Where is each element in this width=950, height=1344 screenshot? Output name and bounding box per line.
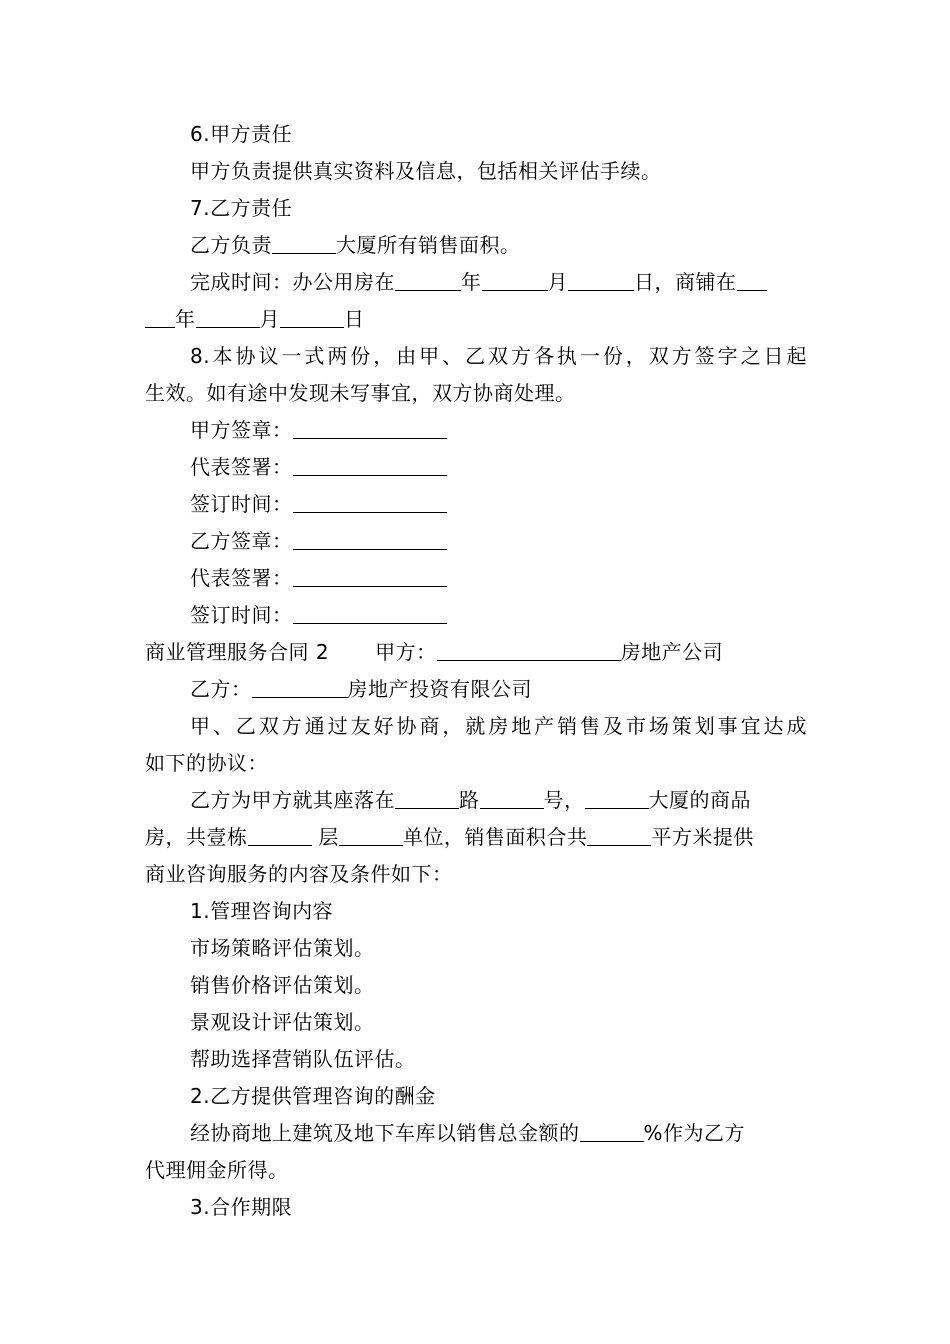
paragraph: 代理佣金所得。 [145, 1158, 289, 1182]
blank-line [585, 784, 649, 809]
blank-line [293, 599, 447, 624]
blank-line [293, 525, 447, 550]
blank-line [293, 414, 447, 439]
text: 乙方负责 [190, 233, 272, 257]
paragraph [145, 782, 807, 819]
list-item: 帮助选择营销队伍评估。 [190, 1047, 416, 1071]
label: 代表签署： [190, 455, 293, 479]
blank-line [280, 303, 344, 328]
paragraph [145, 301, 807, 338]
label: 代表签署： [190, 566, 293, 590]
text: 层 [311, 825, 339, 849]
paragraph: 生效。如有途中发现未写事宜，双方协商处理。 [145, 381, 576, 405]
label: 签订时间： [190, 492, 293, 516]
label: 甲方签章： [190, 418, 293, 442]
section-heading: 2.乙方提供管理咨询的酬金 [190, 1084, 436, 1108]
blank-line [272, 229, 336, 254]
paragraph: 8.本协议一式两份，由甲、乙双方各执一份，双方签字之日起 [190, 344, 807, 368]
text: 大厦的商品 [648, 788, 751, 812]
text: 乙方： [190, 677, 252, 701]
text: 月 [547, 270, 568, 294]
blank-line [482, 266, 548, 291]
text: 房地产投资有限公司 [347, 677, 532, 701]
document-page [145, 116, 807, 1226]
blank-line [293, 488, 447, 513]
signature-line [145, 412, 807, 449]
text: 乙方为甲方就其座落在 [190, 788, 395, 812]
paragraph: 如下的协议： [145, 751, 268, 775]
text: 房，共壹栋 [145, 825, 248, 849]
text: 完成时间：办公用房在 [190, 270, 395, 294]
paragraph [145, 1115, 807, 1152]
text: 年 [461, 270, 482, 294]
paragraph [145, 227, 807, 264]
text: 经协商地上建筑及地下车库以销售总金额的 [190, 1121, 580, 1145]
blank-line [339, 821, 403, 846]
text: 平方米提供 [651, 825, 754, 849]
text: %作为乙方 [643, 1121, 746, 1145]
section-heading: 1.管理咨询内容 [190, 899, 334, 923]
paragraph: 甲、乙双方通过友好协商，就房地产销售及市场策划事宜达成 [190, 714, 807, 738]
blank-line [568, 266, 634, 291]
label: 签订时间： [190, 603, 293, 627]
blank-line [437, 636, 621, 661]
label: 乙方签章： [190, 529, 293, 553]
section-heading: 6.甲方责任 [190, 122, 293, 146]
list-item: 市场策略评估策划。 [190, 936, 375, 960]
signature-line [145, 486, 807, 523]
paragraph [145, 819, 807, 856]
section-heading: 7.乙方责任 [190, 196, 293, 220]
signature-line [145, 523, 807, 560]
blank-line [196, 303, 260, 328]
text: 单位，销售面积合共 [402, 825, 588, 849]
text: 日，商铺在 [634, 270, 737, 294]
blank-line [587, 821, 651, 846]
contract-title: 商业管理服务合同 2 [145, 640, 330, 664]
blank-line [480, 784, 544, 809]
paragraph: 甲方负责提供真实资料及信息，包括相关评估手续。 [190, 159, 662, 183]
list-item: 销售价格评估策划。 [190, 973, 375, 997]
text: 号， [543, 788, 585, 812]
signature-line [145, 449, 807, 486]
blank-line [252, 673, 348, 698]
blank-line [293, 451, 447, 476]
text: 月 [259, 307, 280, 331]
text: 日 [344, 307, 365, 331]
text: 房地产公司 [620, 640, 724, 664]
blank-line [248, 821, 312, 846]
signature-line [145, 560, 807, 597]
blank-line [145, 303, 175, 328]
contract-title-line [145, 634, 807, 671]
paragraph [145, 671, 807, 708]
paragraph [145, 264, 807, 301]
section-heading: 3.合作期限 [190, 1195, 293, 1219]
text: 路 [459, 788, 480, 812]
blank-line [395, 266, 461, 291]
list-item: 景观设计评估策划。 [190, 1010, 375, 1034]
blank-line [580, 1117, 644, 1142]
text: 年 [175, 307, 196, 331]
blank-line [395, 784, 459, 809]
paragraph: 商业咨询服务的内容及条件如下： [145, 862, 453, 886]
blank-line [293, 562, 447, 587]
text: 甲方： [375, 640, 437, 664]
signature-line [145, 597, 807, 634]
blank-line [737, 266, 767, 291]
text: 大厦所有销售面积。 [336, 233, 521, 257]
